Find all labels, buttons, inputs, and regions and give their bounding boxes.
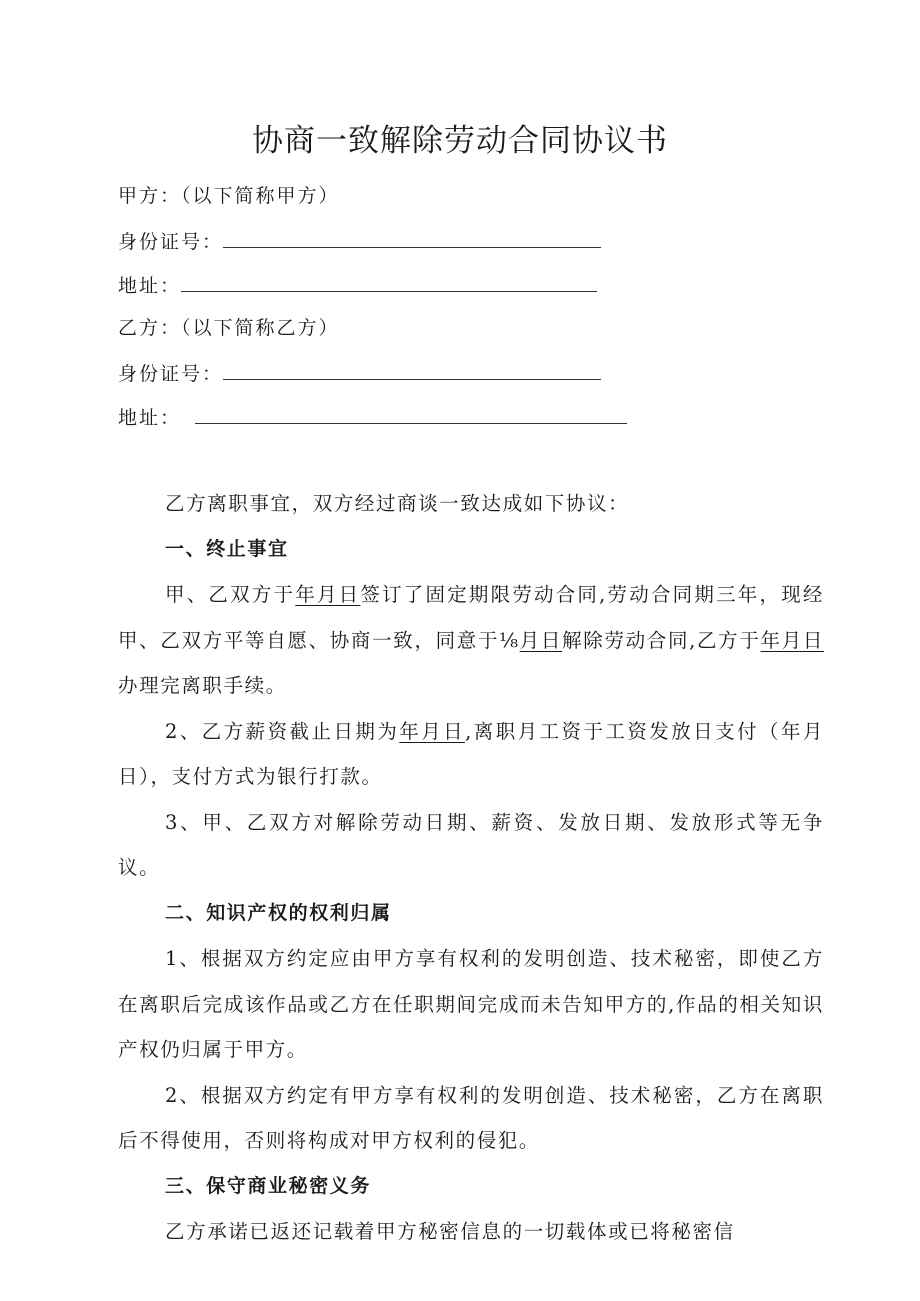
party-b-id-field[interactable] bbox=[223, 360, 601, 380]
section2-paragraph1: 1、根据双方约定应由甲方享有权利的发明创造、技术秘密，即使乙方在离职后完成该作品或乙方在任职期间完成而未告知甲方的,作品的相关知识产权仍归属于甲方。 bbox=[118, 947, 824, 1061]
section3-heading: 三、保守商业秘密义务 bbox=[165, 1174, 372, 1197]
party-a-address-row bbox=[118, 272, 597, 298]
party-a-label: 甲方：（以下简称甲方） bbox=[118, 185, 340, 207]
document-title: 协商一致解除劳动合同协议书 bbox=[252, 123, 668, 159]
section1-paragraph2 bbox=[118, 709, 824, 800]
s1p2-text-a: 2、乙方薪资截止日期为 bbox=[165, 719, 400, 743]
s1p2-text-b: ,离职月工资于工资发放日支付（年月日），支付方式为银行打款。 bbox=[118, 719, 824, 788]
party-a-address-field[interactable] bbox=[181, 272, 597, 292]
agreement-body bbox=[118, 481, 824, 1255]
party-b-address-label: 地址： bbox=[118, 407, 182, 429]
s1p1-text-a: 甲、乙双方于 bbox=[165, 583, 296, 606]
party-b-address-field[interactable] bbox=[195, 404, 627, 424]
s1p1-text-c: ⅛ bbox=[499, 628, 520, 652]
s1p1-date2: 月日 bbox=[519, 628, 563, 652]
s1p1-date1: 年月日 bbox=[295, 583, 361, 606]
s1p1-date3: 年月日 bbox=[760, 628, 824, 652]
party-a-id-row bbox=[118, 228, 601, 254]
s1p1-text-d: 解除劳动合同,乙方于 bbox=[562, 628, 761, 652]
section1-paragraph1 bbox=[118, 572, 824, 709]
party-a-address-label: 地址： bbox=[118, 275, 182, 297]
party-a-id-field[interactable] bbox=[223, 228, 601, 248]
s1p1-text-b: 签订了固定期限劳动合同,劳动合同期三年，现经甲、乙双方平等自愿、协商一致，同意于 bbox=[118, 583, 824, 652]
intro-paragraph: 乙方离职事宜，双方经过商谈一致达成如下协议： bbox=[165, 492, 630, 515]
party-b-label: 乙方：（以下简称乙方） bbox=[118, 317, 340, 339]
party-b-id-row bbox=[118, 360, 601, 386]
section1-paragraph3: 3、甲、乙双方对解除劳动日期、薪资、发放日期、发放形式等无争议。 bbox=[118, 810, 824, 879]
s1p1-text-e: 办理完离职手续。 bbox=[118, 674, 287, 697]
section3-paragraph1: 乙方承诺已返还记载着甲方秘密信息的一切载体或已将秘密信 bbox=[165, 1220, 735, 1243]
section2-paragraph2: 2、根据双方约定有甲方享有权利的发明创造、技术秘密，乙方在离职后不得使用，否则将构成对甲方权利的侵犯。 bbox=[118, 1083, 824, 1152]
s1p2-date: 年月日 bbox=[399, 719, 466, 743]
party-b-id-label: 身份证号： bbox=[118, 363, 224, 385]
section1-heading: 一、终止事宜 bbox=[165, 537, 289, 560]
section2-heading: 二、知识产权的权利归属 bbox=[165, 901, 392, 924]
party-b-address-row bbox=[118, 404, 627, 430]
party-a-id-label: 身份证号： bbox=[118, 231, 224, 253]
